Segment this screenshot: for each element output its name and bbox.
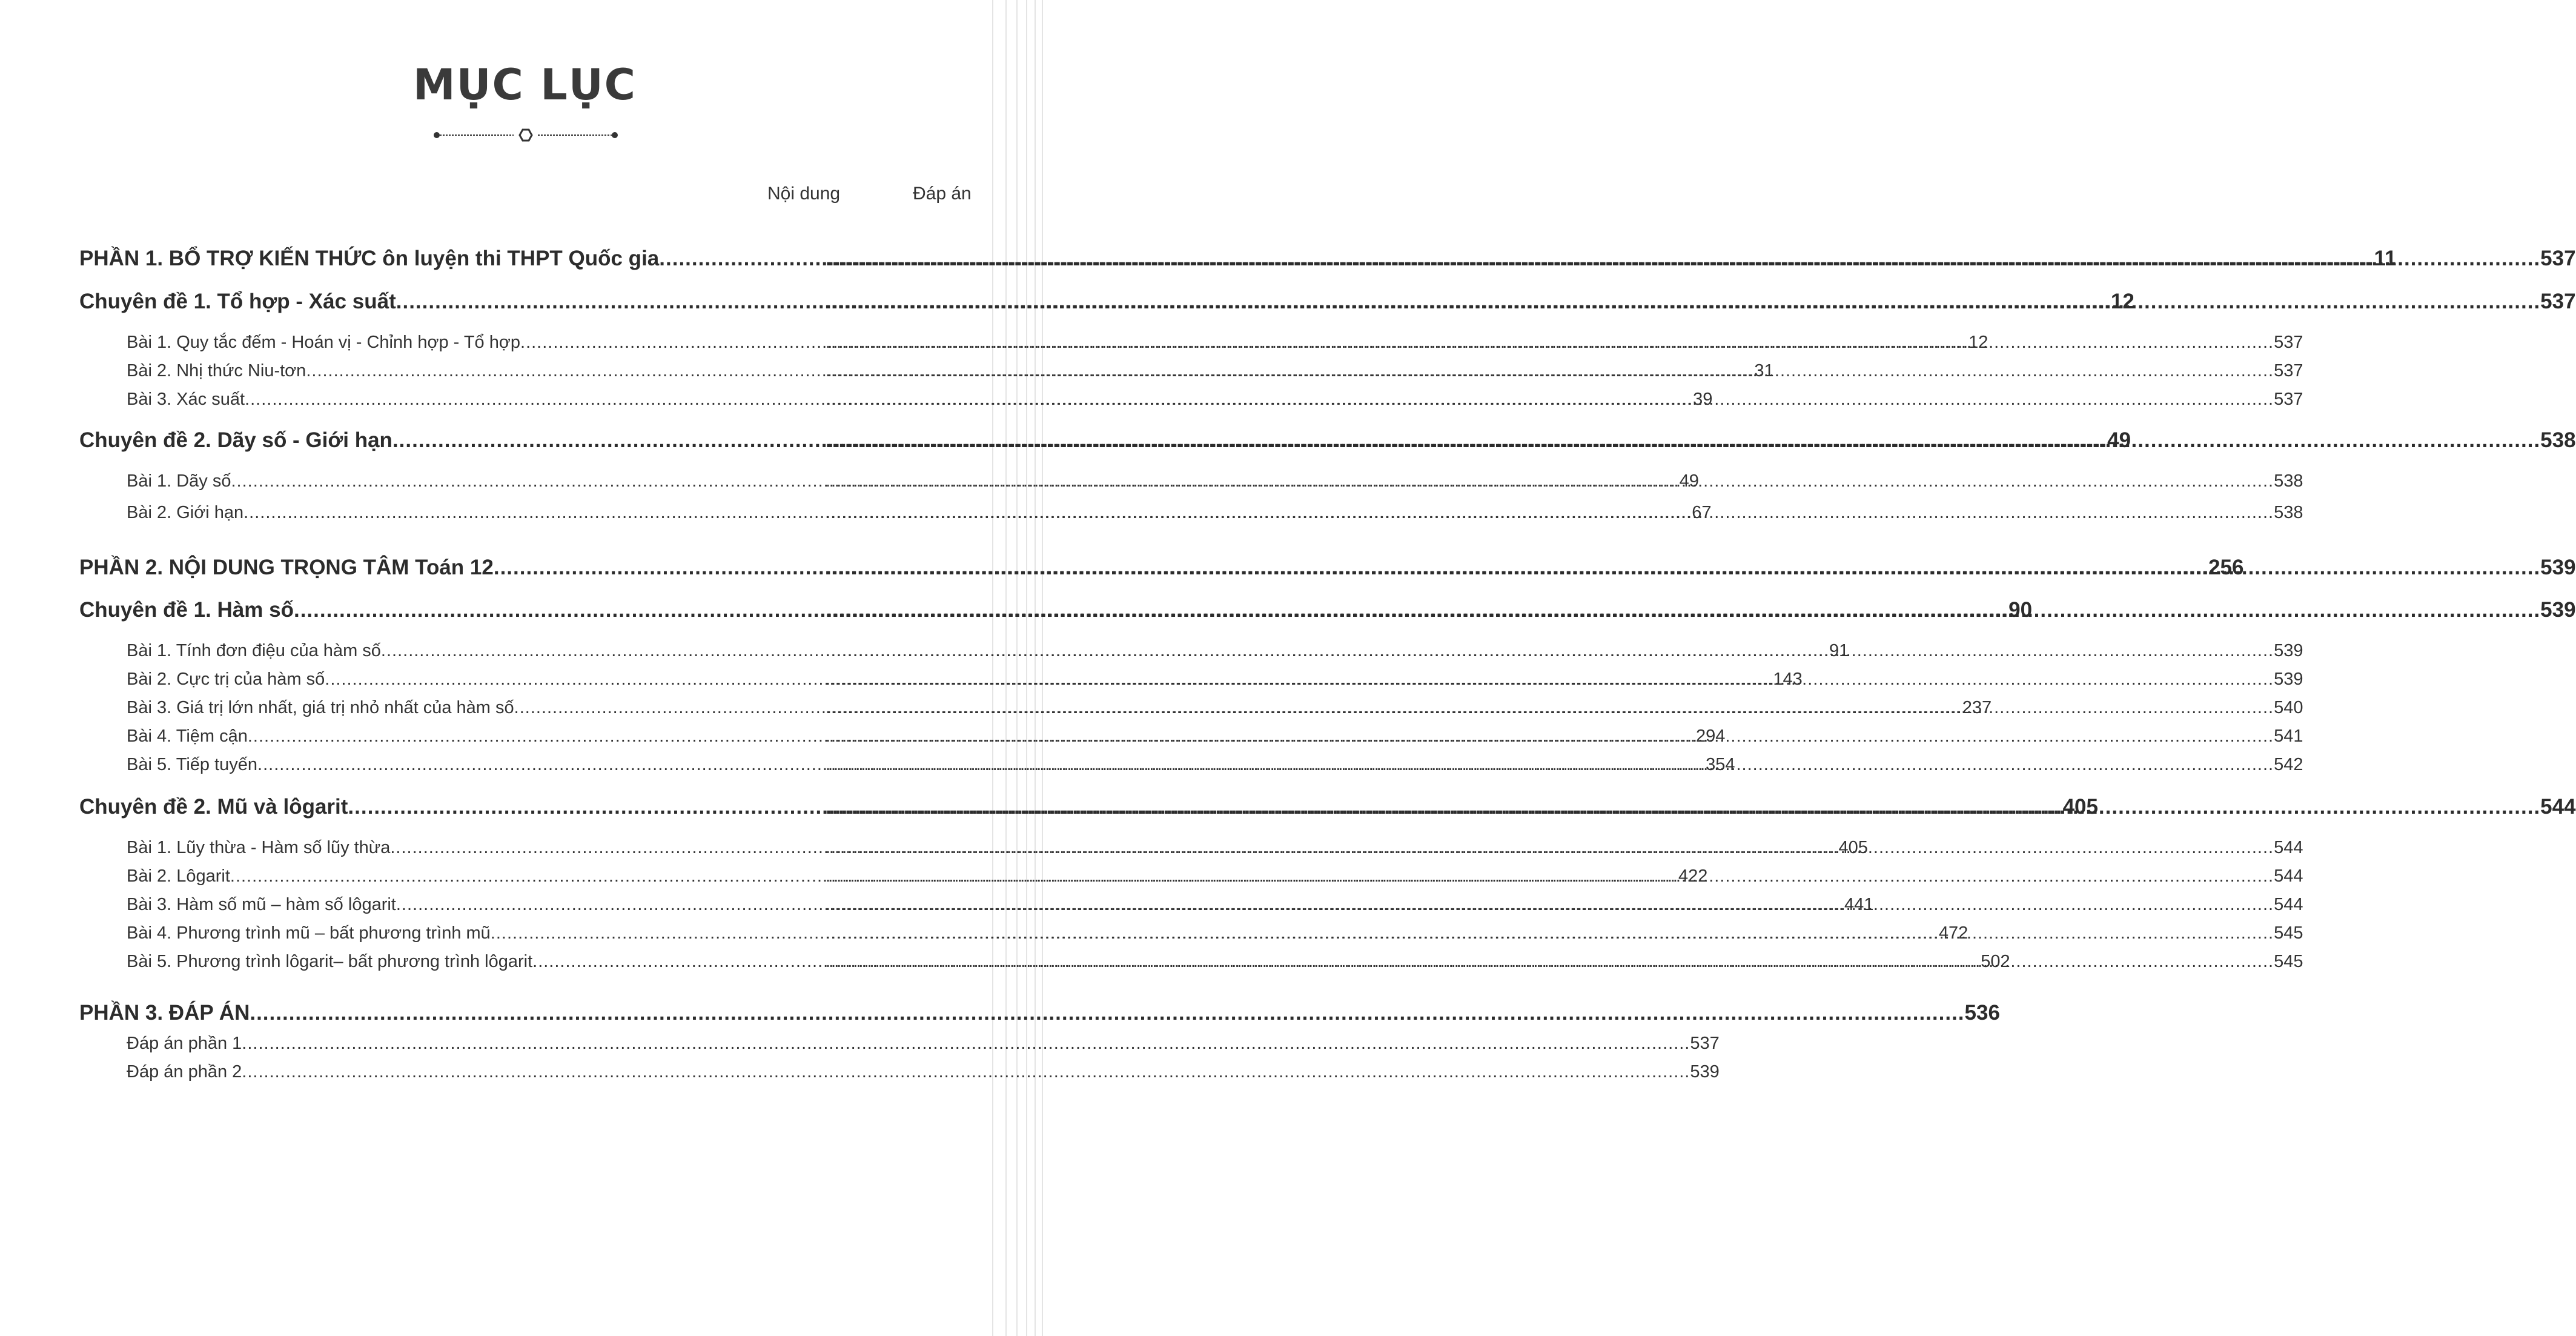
toc-lesson[interactable] [127,470,2303,493]
toc-label: Bài 5. Phương trình lôgarit– bất phương trình lôgarit [127,952,533,971]
toc-answer-part-1[interactable] [127,1032,1720,1055]
toc-answer: 544 [2274,866,2303,886]
toc-label: Bài 1. Lũy thừa - Hàm số lũy thừa [127,838,391,857]
toc-chapter-2-1[interactable] [79,597,2576,623]
toc-lesson[interactable] [127,668,2303,691]
toc-lesson[interactable] [127,331,2303,354]
toc-page: 354 [1706,755,1735,774]
toc-page: 12 [1968,333,1988,352]
toc-chapter-2-2[interactable] [79,794,2576,820]
toc-label: Chuyên đề 1. Tổ hợp - Xác suất [79,290,396,313]
toc-label: Bài 2. Giới hạn [127,503,244,522]
toc-lesson[interactable] [127,836,2303,859]
toc-answer: 540 [2274,698,2303,717]
toc-label: PHẦN 2. NỘI DUNG TRỌNG TÂM Toán 12 [79,556,494,579]
toc-lesson[interactable] [127,922,2303,945]
toc-label: Bài 2. Lôgarit [127,866,230,886]
toc-answer: 539 [2540,598,2576,622]
toc-answer: 537 [2274,333,2303,352]
toc-answer: 538 [2274,471,2303,491]
column-header-answers: Đáp án [913,184,972,204]
toc-part-2[interactable] [79,554,2576,581]
toc-page: 90 [2008,598,2033,622]
toc-lesson[interactable] [127,865,2303,888]
title-ornament [432,127,620,143]
toc-lesson[interactable] [127,501,2303,524]
toc-page: 536 [1964,1001,2000,1025]
toc-lesson[interactable] [127,696,2303,719]
toc-part-1[interactable] [79,245,2576,272]
toc-page: 11 [2374,247,2397,270]
toc-label: Chuyên đề 2. Dãy số - Giới hạn [79,428,392,452]
toc-page: 12 [2110,290,2134,313]
column-header-content: Nội dung [767,184,841,204]
toc-answer: 537 [2274,361,2303,381]
toc-label: Bài 1. Dãy số [127,471,231,491]
toc-label: Bài 3. Xác suất [127,390,245,409]
toc-page: 91 [1829,641,1849,660]
toc-page: 422 [1678,866,1708,886]
toc-lesson[interactable] [127,359,2303,382]
toc-label: Bài 2. Nhị thức Niu-tơn [127,361,306,381]
toc-part-3[interactable] [79,1000,2000,1026]
toc-label: Bài 1. Quy tắc đếm - Hoán vị - Chỉnh hợp - Tổ hợp [127,333,521,352]
toc-lesson[interactable] [127,753,2303,776]
toc-lesson[interactable] [127,725,2303,748]
toc-label: PHẦN 3. ĐÁP ÁN [79,1001,250,1025]
toc-page: 405 [2062,795,2098,819]
toc-chapter-1-1[interactable] [79,288,2576,315]
toc-chapter-1-2[interactable] [79,427,2576,454]
toc-label: Đáp án phần 1 [127,1034,242,1053]
toc-label: Đáp án phần 2 [127,1062,242,1082]
toc-answer: 538 [2540,428,2576,452]
toc-answer: 539 [2540,556,2576,579]
toc-lesson[interactable] [127,950,2303,973]
toc-page: 539 [1690,1062,1720,1082]
toc-page: 294 [1695,726,1726,746]
toc-page: 441 [1844,895,1874,914]
toc-lesson[interactable] [127,388,2303,411]
toc-page: 537 [1690,1034,1720,1053]
toc-label: Chuyên đề 2. Mũ và lôgarit [79,795,348,819]
page-title: MỤC LỤC [412,60,637,110]
toc-answer: 544 [2274,895,2303,914]
toc-answer: 541 [2274,726,2303,746]
toc-lesson[interactable] [127,893,2303,916]
toc-answer: 545 [2274,952,2303,971]
toc-answer: 537 [2540,290,2576,313]
toc-answer: 537 [2274,390,2303,409]
toc-label: Bài 4. Phương trình mũ – bất phương trình mũ [127,923,491,943]
toc-page: 49 [2107,428,2131,452]
toc-label: Bài 3. Giá trị lớn nhất, giá trị nhỏ nhất của hàm số [127,698,514,717]
toc-answer: 544 [2540,795,2576,819]
toc-answer: 544 [2274,838,2303,857]
toc-answer: 542 [2274,755,2303,774]
toc-label: PHẦN 1. BỔ TRỢ KIẾN THỨC ôn luyện thi THPT Quốc gia [79,247,660,270]
toc-label: Bài 3. Hàm số mũ – hàm số lôgarit [127,895,396,914]
toc-answer-part-2[interactable] [127,1060,1720,1083]
toc-page: 405 [1838,838,1868,857]
toc-answer: 539 [2274,641,2303,660]
toc-label: Chuyên đề 1. Hàm số [79,598,294,622]
toc-answer: 537 [2540,247,2576,270]
toc-label: Bài 1. Tính đơn điệu của hàm số [127,641,381,660]
toc-page: 256 [2208,556,2244,579]
toc-lesson[interactable] [127,639,2303,662]
toc-page: 143 [1773,670,1803,689]
toc-answer: 539 [2274,670,2303,689]
toc-page: 49 [1679,471,1699,491]
toc-label: Bài 2. Cực trị của hàm số [127,670,325,689]
toc-page: 39 [1693,390,1713,409]
toc-answer: 538 [2274,503,2303,522]
toc-label: Bài 5. Tiếp tuyến [127,755,258,774]
toc-answer: 545 [2274,923,2303,943]
toc-page: 502 [1981,952,2010,971]
toc-page: 472 [1938,923,1968,943]
toc-page: 67 [1692,503,1712,522]
toc-page: 31 [1754,361,1774,381]
toc-label: Bài 4. Tiệm cận [127,726,248,746]
toc-page: 237 [1962,698,1992,717]
